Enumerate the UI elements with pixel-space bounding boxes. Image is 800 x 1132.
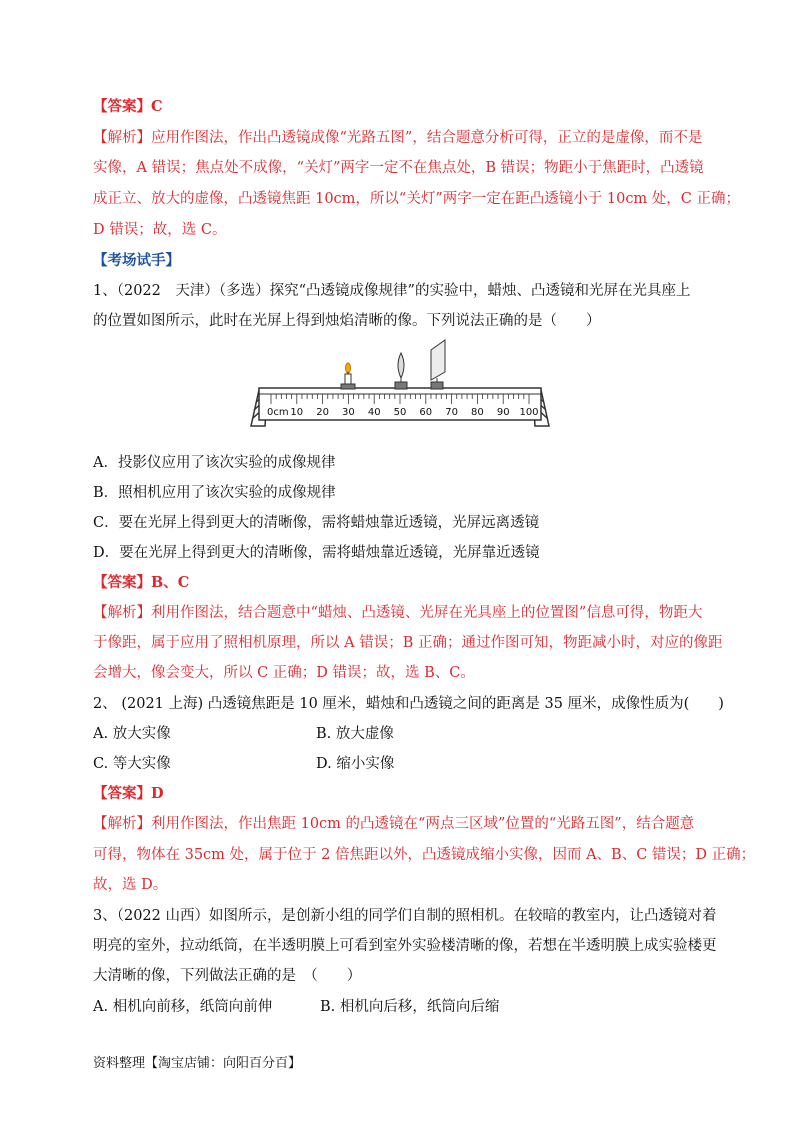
- scale-label: 90: [496, 407, 510, 418]
- q1-option-b: B．照相机应用了该次实验的成像规律: [93, 485, 336, 501]
- q2-option-a: A. 放大实像: [93, 726, 171, 742]
- answer-q1: 【答案】B、C: [93, 574, 190, 591]
- scale-label: 20: [316, 407, 329, 418]
- analysis-q1-line-3: 会增大，像会变大，所以 C 正确；D 错误；故，选 B、C。: [93, 665, 475, 681]
- q2-option-b: B. 放大虚像: [316, 726, 394, 742]
- q1-option-a: A．投影仪应用了该次实验的成像规律: [93, 455, 336, 471]
- page-footer: 资料整理【淘宝店铺：向阳百分百】: [93, 1056, 302, 1071]
- q2-option-d: D. 缩小实像: [316, 756, 395, 772]
- convex-lens: [395, 353, 407, 389]
- optical-bench-figure: [245, 338, 555, 430]
- q1-option-c: C．要在光屏上得到更大的清晰像，需将蜡烛靠近透镜，光屏远离透镜: [93, 515, 540, 531]
- analysis-q2-line-1: 【解析】利用作图法，作出焦距 10cm 的凸透镜在“两点三区域”位置的“光路五图”，结合题意: [93, 816, 695, 832]
- scale-label: 30: [342, 407, 355, 418]
- analysis-1-line-2: 实像，A 错误；焦点处不成像，“关灯”两字一定不在焦点处，B 错误；物距小于焦距时，凸透镜: [93, 160, 704, 176]
- q1-stem-line-1: 1、（2022 天津）（多选）探究“凸透镜成像规律”的实验中，蜡烛、凸透镜和光屏在光具座上: [93, 283, 691, 299]
- q3-stem-line-1: 3、（2022 山西）如图所示，是创新小组的同学们自制的照相机。在较暗的教室内，让凸透镜对着: [93, 908, 717, 924]
- q3-option-b: B. 相机向后移，纸筒向后缩: [320, 999, 500, 1015]
- q1-stem-line-2: 的位置如图所示，此时在光屏上得到烛焰清晰的像。下列说法正确的是（ ）: [93, 313, 601, 329]
- analysis-q2-line-2: 可得，物体在 35cm 处，属于位于 2 倍焦距以外，凸透镜成缩小实像，因而 A、B、C 错误；D 正确；: [93, 847, 756, 863]
- q3-option-a: A. 相机向前移，纸筒向前伸: [93, 999, 273, 1015]
- q3-stem-line-3: 大清晰的像，下列做法正确的是 （ ）: [93, 968, 362, 984]
- q2-option-c: C. 等大实像: [93, 756, 171, 772]
- answer-q2: 【答案】D: [93, 785, 164, 802]
- q3-stem-line-2: 明亮的室外，拉动纸筒，在半透明膜上可看到室外实验楼清晰的像，若想在半透明膜上成实验楼更: [93, 938, 717, 954]
- analysis-q1-line-1: 【解析】利用作图法，结合题意中“蜡烛、凸透镜、光屏在光具座上的位置图”信息可得，物距大: [93, 605, 703, 621]
- scale-label: 100: [519, 407, 539, 418]
- q1-option-d: D．要在光屏上得到更大的清晰像，需将蜡烛靠近透镜，光屏靠近透镜: [93, 545, 540, 561]
- scale-label: 40: [367, 407, 381, 418]
- answer-1: 【答案】C: [93, 98, 163, 115]
- scale-label: 60: [419, 407, 433, 418]
- candle: [341, 363, 355, 389]
- light-screen: [431, 340, 445, 389]
- analysis-q2-line-3: 故，选 D。: [93, 877, 168, 893]
- section-heading: 【考场试手】: [93, 252, 180, 269]
- scale-label: 0cm: [267, 407, 289, 418]
- q2-stem: 2、 (2021 上海) 凸透镜焦距是 10 厘米，蜡烛和凸透镜之间的距离是 35 厘米，成像性质为( ): [93, 696, 724, 712]
- analysis-q1-line-2: 于像距，属于应用了照相机原理，所以 A 错误；B 正确；通过作图可知，物距减小时，对应的像距: [93, 635, 723, 651]
- analysis-1-line-4: D 错误；故，选 C。: [93, 222, 227, 238]
- analysis-1-line-3: 成正立、放大的虚像，凸透镜焦距 10cm，所以“关灯”两字一定在距凸透镜小于 10cm 处，C 正确；: [93, 191, 740, 207]
- scale-label: 80: [471, 407, 484, 418]
- scale-label: 10: [290, 407, 304, 418]
- scale-label: 70: [445, 407, 458, 418]
- scale-label: 50: [393, 407, 407, 418]
- analysis-1-line-1: 【解析】应用作图法，作出凸透镜成像“光路五图”，结合题意分析可得，正立的是虚像，而不是: [93, 130, 703, 146]
